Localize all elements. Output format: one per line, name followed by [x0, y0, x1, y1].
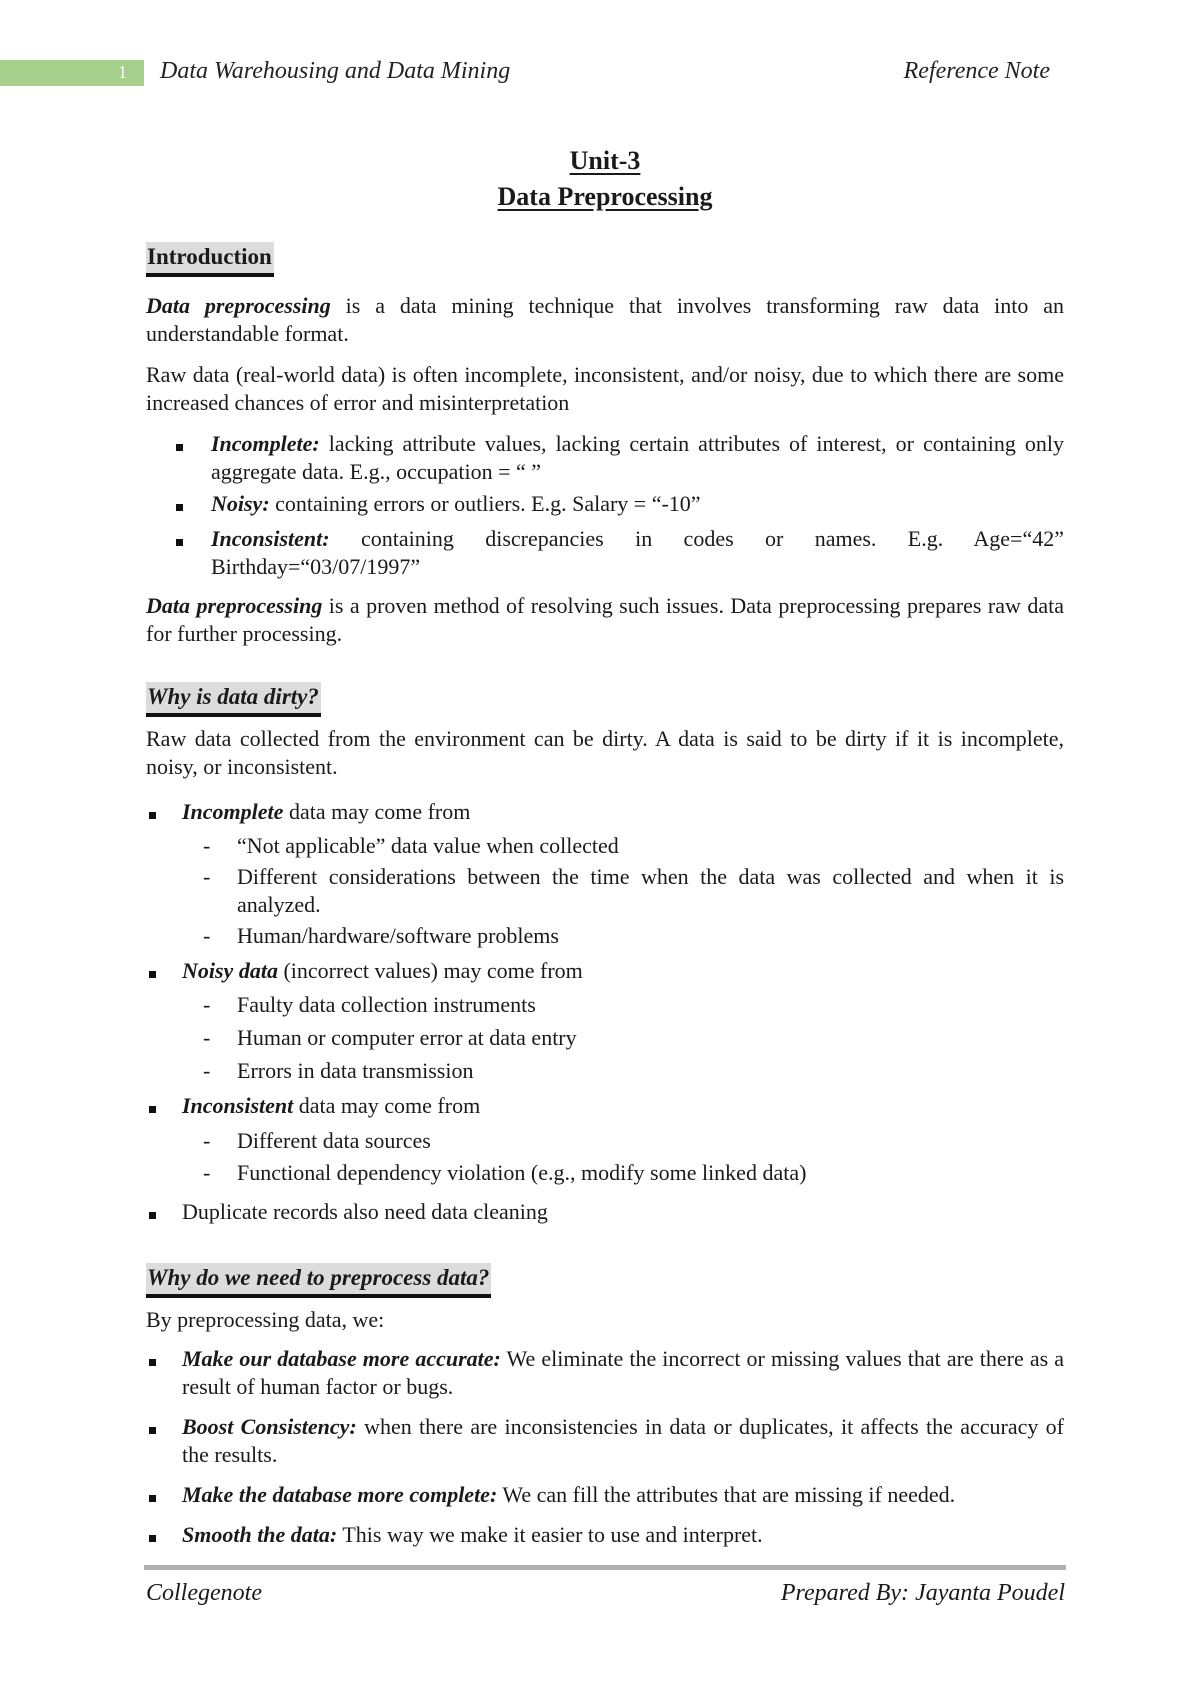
header-doc-type: Reference Note	[903, 58, 1050, 84]
dirty-incomplete-item: “Not applicable” data value when collected	[237, 833, 619, 858]
dash-marker: -	[203, 1025, 211, 1050]
section-heading-why-preprocess: Why do we need to preprocess data?	[146, 1263, 491, 1298]
bullet-marker	[176, 444, 183, 451]
dash-marker: -	[203, 992, 211, 1017]
dirty-group-inconsistent: Inconsistent data may come from	[182, 1093, 481, 1118]
page-number: 1	[118, 62, 127, 82]
dirty-group-incomplete: Incomplete data may come from	[182, 799, 471, 824]
dash-marker: -	[203, 1058, 211, 1083]
unit-title: Unit-3	[569, 146, 641, 175]
dash-marker: -	[203, 1128, 211, 1153]
footer-author: Prepared By: Jayanta Poudel	[780, 1580, 1065, 1606]
need-intro: By preprocessing data, we:	[146, 1307, 385, 1332]
dirty-inconsistent-item: Functional dependency violation (e.g., modify some linked data)	[237, 1160, 807, 1185]
need-bullet-accurate: Make our database more accurate: We eliminate the incorrect or missing values that are there as a result of human factor or bugs.	[182, 1346, 1064, 1399]
dash-marker: -	[203, 923, 211, 948]
bullet-marker	[149, 1535, 156, 1542]
bullet-marker	[149, 1212, 156, 1219]
need-bullet-complete: Make the database more complete: We can fill the attributes that are missing if needed.	[182, 1482, 956, 1507]
dirty-paragraph: Raw data collected from the environment can be dirty. A data is said to be dirty if it is incomplete, noisy, or inconsistent.	[146, 726, 1064, 779]
intro-bullet-incomplete: Incomplete: lacking attribute values, lacking certain attributes of interest, or containing only aggregate data. E.g., occupation = “ ”	[211, 431, 1064, 484]
bullet-marker	[149, 1359, 156, 1366]
section-heading-why-dirty: Why is data dirty?	[146, 682, 321, 717]
bullet-marker	[176, 539, 183, 546]
dirty-noisy-item: Faulty data collection instruments	[237, 992, 536, 1017]
intro-paragraph-2: Raw data (real-world data) is often incomplete, inconsistent, and/or noisy, due to which there are some increased chances of error and misinterpretation	[146, 362, 1064, 415]
bullet-marker	[149, 971, 156, 978]
intro-bullet-noisy: Noisy: containing errors or outliers. E.g. Salary = “-10”	[211, 491, 701, 516]
dirty-incomplete-item: Different considerations between the time when the data was collected and when it is analyzed.	[237, 864, 1064, 917]
intro-paragraph-1: Data preprocessing is a data mining technique that involves transforming raw data into an understandable format.	[146, 293, 1064, 346]
bullet-marker	[149, 812, 156, 819]
dirty-inconsistent-item: Different data sources	[237, 1128, 431, 1153]
bullet-marker	[176, 504, 183, 511]
footer-divider	[144, 1565, 1066, 1570]
need-bullet-smooth: Smooth the data: This way we make it easier to use and interpret.	[182, 1522, 763, 1547]
header-course-title: Data Warehousing and Data Mining	[160, 58, 511, 84]
dirty-incomplete-item: Human/hardware/software problems	[237, 923, 559, 948]
dash-marker: -	[203, 833, 211, 858]
bullet-marker	[149, 1106, 156, 1113]
dirty-noisy-item: Human or computer error at data entry	[237, 1025, 577, 1050]
dash-marker: -	[203, 1160, 211, 1185]
chapter-title: Data Preprocessing	[497, 182, 713, 211]
dirty-duplicate-records: Duplicate records also need data cleaning	[182, 1199, 548, 1224]
intro-paragraph-3: Data preprocessing is a proven method of resolving such issues. Data preprocessing prepares raw data for further processing.	[146, 593, 1064, 646]
bullet-marker	[149, 1427, 156, 1434]
dirty-noisy-item: Errors in data transmission	[237, 1058, 474, 1083]
dash-marker: -	[203, 864, 211, 889]
section-heading-introduction: Introduction	[146, 242, 274, 277]
bullet-marker	[149, 1495, 156, 1502]
need-bullet-consistency: Boost Consistency: when there are inconsistencies in data or duplicates, it affects the accuracy of the results.	[182, 1414, 1064, 1467]
footer-source: Collegenote	[146, 1580, 262, 1606]
intro-bullet-inconsistent: Inconsistent: containing discrepancies in codes or names. E.g. Age=“42” Birthday=“03/07/1997”	[211, 526, 1064, 579]
dirty-group-noisy: Noisy data (incorrect values) may come from	[182, 958, 583, 983]
